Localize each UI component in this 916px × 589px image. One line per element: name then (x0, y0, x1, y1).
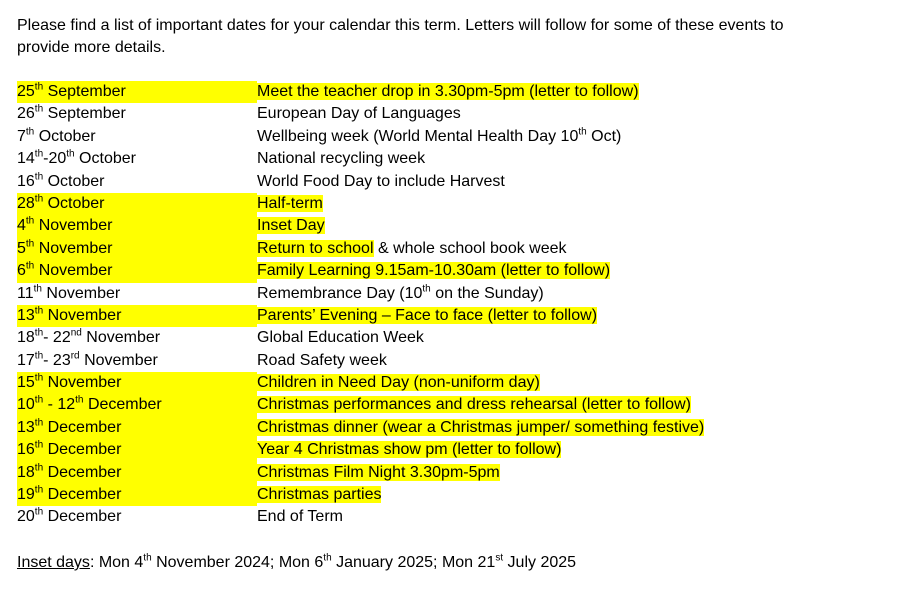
event-date: 19th December (17, 484, 257, 506)
date-row (17, 148, 897, 170)
event-description: Year 4 Christmas show pm (letter to follow) (257, 441, 562, 459)
event-date: 17th- 23rd November (17, 350, 158, 369)
date-row (17, 283, 897, 305)
inset-days-footer (17, 552, 576, 574)
event-date: 16th October (17, 171, 105, 190)
date-row (17, 103, 897, 125)
event-description: European Day of Languages (257, 105, 461, 123)
date-row (17, 394, 897, 416)
date-row (17, 238, 897, 260)
event-date: 18th- 22nd November (17, 327, 161, 347)
event-date: 10th - 12th December (17, 394, 257, 416)
event-description: Christmas dinner (wear a Christmas jumper/ something festive) (257, 418, 705, 436)
event-description: Meet the teacher drop in 3.30pm-5pm (letter to follow) (257, 83, 639, 100)
event-description: Road Safety week (257, 351, 387, 369)
event-date: 20th December (17, 507, 122, 526)
inset-days-text: : Mon 4th November 2024; Mon 6th January 2025; Mon 21st July 2025 (89, 552, 577, 571)
date-row (17, 506, 897, 528)
event-date: 14th-20th October (17, 148, 136, 168)
date-row (17, 417, 897, 439)
event-date: 7th October (17, 126, 96, 145)
event-description: Half-term (257, 194, 323, 212)
event-description: Return to school & whole school book week (257, 239, 567, 257)
event-date: 26th September (17, 104, 126, 123)
important-dates-list (17, 81, 897, 529)
inset-days-label: Inset days (17, 554, 90, 571)
date-row (17, 171, 897, 193)
intro-line-1: Please find a list of important dates for your calendar this term. Letters will follow for some of these events to (17, 17, 784, 34)
date-row (17, 126, 897, 148)
event-description: Children in Need Day (non-uniform day) (257, 374, 540, 392)
date-row (17, 462, 897, 484)
date-row (17, 350, 897, 372)
intro-paragraph (17, 15, 897, 59)
date-row (17, 439, 897, 461)
event-description: World Food Day to include Harvest (257, 172, 505, 190)
event-date: 4th November (17, 215, 257, 237)
date-row (17, 327, 897, 349)
event-description: Inset Day (257, 217, 325, 235)
event-date: 16th December (17, 439, 257, 461)
event-description: Family Learning 9.15am-10.30am (letter to follow) (257, 262, 611, 280)
date-row (17, 260, 897, 282)
event-date: 13th December (17, 417, 257, 439)
event-description: Christmas performances and dress rehearsal (letter to follow) (257, 396, 691, 414)
event-description: Remembrance Day (10th on the Sunday) (257, 283, 544, 302)
event-date: 5th November (17, 238, 257, 260)
event-date: 25th September (17, 81, 257, 103)
event-date: 28th October (17, 193, 257, 215)
intro-line-2: provide more details. (17, 39, 166, 56)
event-description: Global Education Week (257, 329, 424, 347)
event-description: Christmas parties (257, 486, 382, 504)
event-date: 13th November (17, 305, 257, 327)
date-row (17, 81, 897, 103)
event-date: 18th December (17, 462, 257, 484)
date-row (17, 305, 897, 327)
event-date: 15th November (17, 372, 257, 394)
date-row (17, 215, 897, 237)
event-description: National recycling week (257, 150, 426, 168)
event-description: Wellbeing week (World Mental Health Day 10th Oct) (257, 126, 622, 145)
event-description: End of Term (257, 508, 343, 526)
date-row (17, 484, 897, 506)
event-description: Parents’ Evening – Face to face (letter to follow) (257, 306, 598, 324)
date-row (17, 193, 897, 215)
event-description: Christmas Film Night 3.30pm-5pm (257, 463, 500, 481)
event-date: 6th November (17, 260, 257, 282)
date-row (17, 372, 897, 394)
event-date: 11th November (17, 283, 121, 302)
